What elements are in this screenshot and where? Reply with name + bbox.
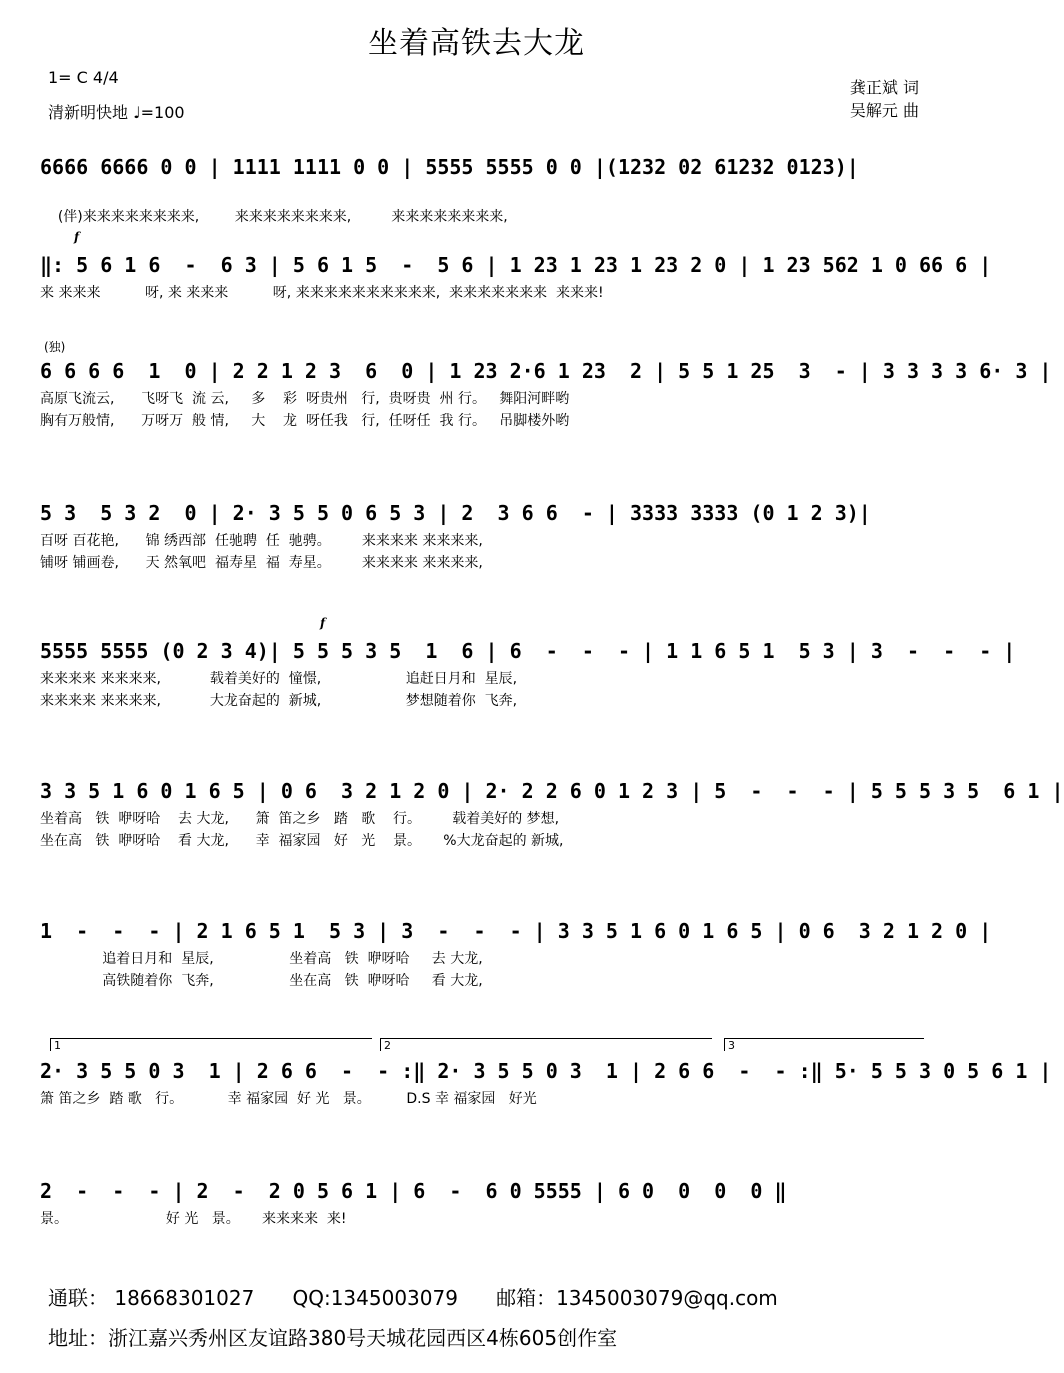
lyric-line: 景。 好 光 景。 来来来来 来! bbox=[40, 1211, 347, 1227]
volta-number: 3 bbox=[728, 1039, 735, 1052]
row-tag: (独) bbox=[44, 340, 66, 354]
lyric-line bbox=[40, 184, 924, 225]
lyric-line: 高铁随着你 飞奔, 坐在高 铁 咿呀哈 看 大龙, bbox=[40, 973, 483, 989]
notation-line: 5 3 5 3 2 0 | 2· 3 5 5 0 6 5 3 | 2 3 6 6 - | 3333 3333 (0 1 2 3)| bbox=[40, 501, 871, 525]
lyric-line: 坐在高 铁 咿呀哈 看 大龙, 幸 福家园 好 光 景。 %大龙奋起的 新城, bbox=[40, 833, 564, 849]
lyric-line: 坐着高 铁 咿呀哈 去 大龙, 箫 笛之乡 踏 歌 行。 载着美好的 梦想, bbox=[40, 811, 560, 827]
composer-credit: 吴解元 曲 bbox=[849, 101, 919, 120]
dynamic-mark: f bbox=[74, 230, 80, 244]
credits bbox=[850, 76, 919, 122]
score-row bbox=[40, 496, 924, 574]
contact-line: 通联： 18668301027 QQ:1345003079 邮箱：1345003079@qq.com bbox=[48, 1286, 778, 1310]
lyric-line: 来 来来来 呀, 来 来来来 呀, 来来来来来来来来来来, 来来来来来来来 来来来! bbox=[40, 285, 604, 301]
address-line: 地址：浙江嘉兴秀州区友谊路380号天城花园西区4栋605创作室 bbox=[48, 1326, 618, 1350]
volta-number: 1 bbox=[54, 1039, 61, 1052]
score-row bbox=[40, 230, 992, 304]
volta-bracket-2 bbox=[380, 1038, 712, 1051]
row-tag: (伴) bbox=[57, 209, 83, 225]
lyric-line: 高原飞流云, 飞呀飞 流 云, 多 彩 呀贵州 行, 贵呀贵 州 行。 舞阳河畔哟 bbox=[40, 391, 570, 407]
song-title: 坐着高铁去大龙 bbox=[368, 26, 585, 61]
score-row bbox=[40, 1174, 924, 1230]
notation-line: 2 - - - | 2 - 2 0 5 6 1 | 6 - 6 0 5555 | 6 0 0 0 0 ‖ bbox=[40, 1179, 787, 1203]
notation-line: 1 - - - | 2 1 6 5 1 5 3 | 3 - - - | 3 3 5 1 6 0 1 6 5 | 0 6 3 2 1 2 0 | bbox=[40, 919, 992, 943]
volta-number: 2 bbox=[384, 1039, 391, 1052]
lyric-line: 来来来来 来来来来, 大龙奋起的 新城, 梦想随着你 飞奔, bbox=[40, 693, 518, 709]
lyric-line: 箫 笛之乡 踏 歌 行。 幸 福家园 好 光 景。 D.S 幸 福家园 好光 bbox=[40, 1091, 537, 1107]
lyric-line: 胸有万般情, 万呀万 般 情, 大 龙 呀任我 行, 任呀任 我 行。 吊脚楼外哟 bbox=[40, 413, 570, 429]
lyric-line: 百呀 百花艳, 锦 绣西部 任驰聘 任 驰骋。 来来来来 来来来来, bbox=[40, 533, 483, 549]
lyric-line: 铺呀 铺画卷, 天 然氧吧 福寿星 福 寿星。 来来来来 来来来来, bbox=[40, 555, 483, 571]
lyric-text: 来来来来来来来来, 来来来来来来来来, 来来来来来来来来, bbox=[82, 209, 508, 225]
tempo-marking: 清新明快地 ♩=100 bbox=[48, 103, 185, 122]
score-row bbox=[40, 774, 1064, 852]
lyricist-credit: 龚正斌 词 bbox=[849, 78, 919, 97]
lyric-line: 来来来来 来来来来, 载着美好的 憧憬, 追赶日月和 星辰, bbox=[40, 671, 518, 687]
notation-line: 2· 3 5 5 0 3 1 | 2 6 6 - - :‖ 2· 3 5 5 0 3 1 | 2 6 6 - - :‖ 5· 5 5 3 0 5 6 1 | bbox=[40, 1059, 1052, 1083]
score-row bbox=[40, 914, 992, 992]
score-row bbox=[40, 616, 1016, 712]
lyric-line: 追着日月和 星辰, 坐着高 铁 咿呀哈 去 大龙, bbox=[40, 951, 483, 967]
notation-line: ‖: 5 6 1 6 - 6 3 | 5 6 1 5 - 5 6 | 1 23 1 23 1 23 2 0 | 1 23 562 1 0 66 6 | bbox=[40, 253, 992, 277]
notation-line: 6666 6666 0 0 | 1111 1111 0 0 | 5555 5555 0 0 |(1232 02 61232 0123)| bbox=[40, 155, 859, 179]
volta-bracket-3 bbox=[724, 1038, 924, 1051]
notation-line: 6 6 6 6 1 0 | 2 2 1 2 3 6 0 | 1 23 2·6 1 23 2 | 5 5 1 25 3 - | 3 3 3 3 6· 3 | bbox=[40, 359, 1052, 383]
notation-line: 3 3 5 1 6 0 1 6 5 | 0 6 3 2 1 2 0 | 2· 2 2 6 0 1 2 3 | 5 - - - | 5 5 5 3 5 6 1 | bbox=[40, 779, 1064, 803]
score-row bbox=[40, 340, 1052, 432]
score-row bbox=[40, 150, 924, 225]
key-signature: 1= C 4/4 bbox=[48, 68, 119, 87]
dynamic-mark: f bbox=[320, 616, 326, 630]
score-row bbox=[40, 1039, 1052, 1110]
notation-line: 5555 5555 (0 2 3 4)| 5 5 5 3 5 1 6 | 6 - - - | 1 1 6 5 1 5 3 | 3 - - - | bbox=[40, 639, 1016, 663]
volta-bracket-1 bbox=[50, 1038, 372, 1051]
